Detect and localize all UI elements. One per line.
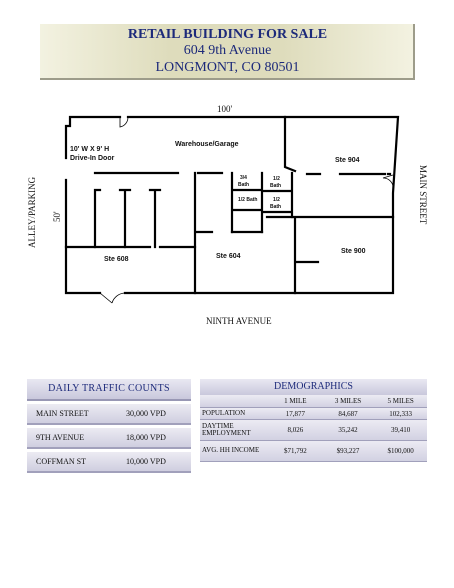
address-line: 604 9th Avenue [183, 43, 272, 58]
plan-door-right [383, 175, 393, 186]
traffic-road-name: COFFMAN ST [36, 457, 87, 466]
table-cell: 35,242 [338, 426, 358, 434]
main-street-label: MAIN STREET [418, 165, 428, 225]
table-cell: $100,000 [387, 447, 414, 455]
bath-12c-word: Bath [270, 204, 282, 210]
ste-904-label: Ste 904 [335, 157, 360, 164]
bath-12c-label: 1/2 [273, 197, 280, 203]
row-label: POPULATION [202, 408, 246, 417]
warehouse-label: Warehouse/Garage [175, 141, 239, 148]
bath-12a-label: 1/2 [273, 176, 280, 182]
row-label: DAYTIME EMPLOYMENT [202, 421, 251, 437]
city-line: LONGMONT, CO 80501 [155, 60, 300, 75]
dim-depth: 50' [52, 211, 62, 222]
bath-12b-label: 1/2 Bath [238, 197, 258, 203]
ninth-avenue-label: NINTH AVENUE [206, 316, 272, 326]
ste-604-label: Ste 604 [216, 253, 241, 260]
table-cell: 84,687 [338, 409, 358, 418]
table-cell: 17,877 [285, 409, 305, 418]
table-cell: 39,410 [391, 426, 411, 434]
traffic-road-name: 9TH AVENUE [36, 433, 85, 442]
dim-width: 100' [217, 104, 233, 114]
ste-900-label: Ste 900 [341, 248, 366, 255]
plan-door-top [120, 117, 128, 127]
traffic-road-name: MAIN STREET [36, 409, 89, 418]
column-header: 3 MILES [334, 397, 362, 405]
bath-12a-word: Bath [270, 183, 282, 189]
plan-900-walls [267, 217, 393, 293]
demographics-title: DEMOGRAPHICS [200, 379, 427, 395]
alley-parking-label: ALLEY/PARKING [27, 176, 37, 248]
traffic-count: 10,000 VPD [126, 457, 166, 466]
plan-door-bottom [100, 293, 125, 303]
row-label: AVG. HH INCOME [202, 446, 260, 455]
demographics-table [200, 379, 427, 462]
bath-34-label: 3/4 [240, 175, 247, 181]
table-cell: $71,792 [283, 447, 307, 455]
plan-608-walls [95, 190, 160, 247]
column-header: 1 MILE [284, 397, 307, 405]
bath-34-word: Bath [238, 182, 250, 188]
ste-608-label: Ste 608 [104, 256, 129, 263]
table-row [200, 441, 427, 462]
table-cell: 102,333 [389, 409, 413, 418]
door-type-label: Drive-In Door [70, 155, 115, 162]
door-size-label: 10' W X 9' H [70, 146, 110, 153]
table-row [200, 420, 427, 441]
table-row [27, 452, 191, 473]
traffic-title: DAILY TRAFFIC COUNTS [27, 379, 191, 401]
table-cell: $93,227 [336, 447, 360, 455]
traffic-count: 30,000 VPD [126, 409, 166, 418]
plan-904-walls [285, 117, 390, 174]
table-row [27, 428, 191, 449]
table-header-row [200, 395, 427, 408]
traffic-counts-table [27, 379, 191, 473]
table-row [200, 408, 427, 420]
column-header: 5 MILES [387, 397, 414, 405]
table-row [27, 404, 191, 425]
listing-title: RETAIL BUILDING FOR SALE [127, 27, 328, 42]
table-cell: 8,026 [287, 426, 304, 434]
traffic-count: 18,000 VPD [126, 433, 166, 442]
